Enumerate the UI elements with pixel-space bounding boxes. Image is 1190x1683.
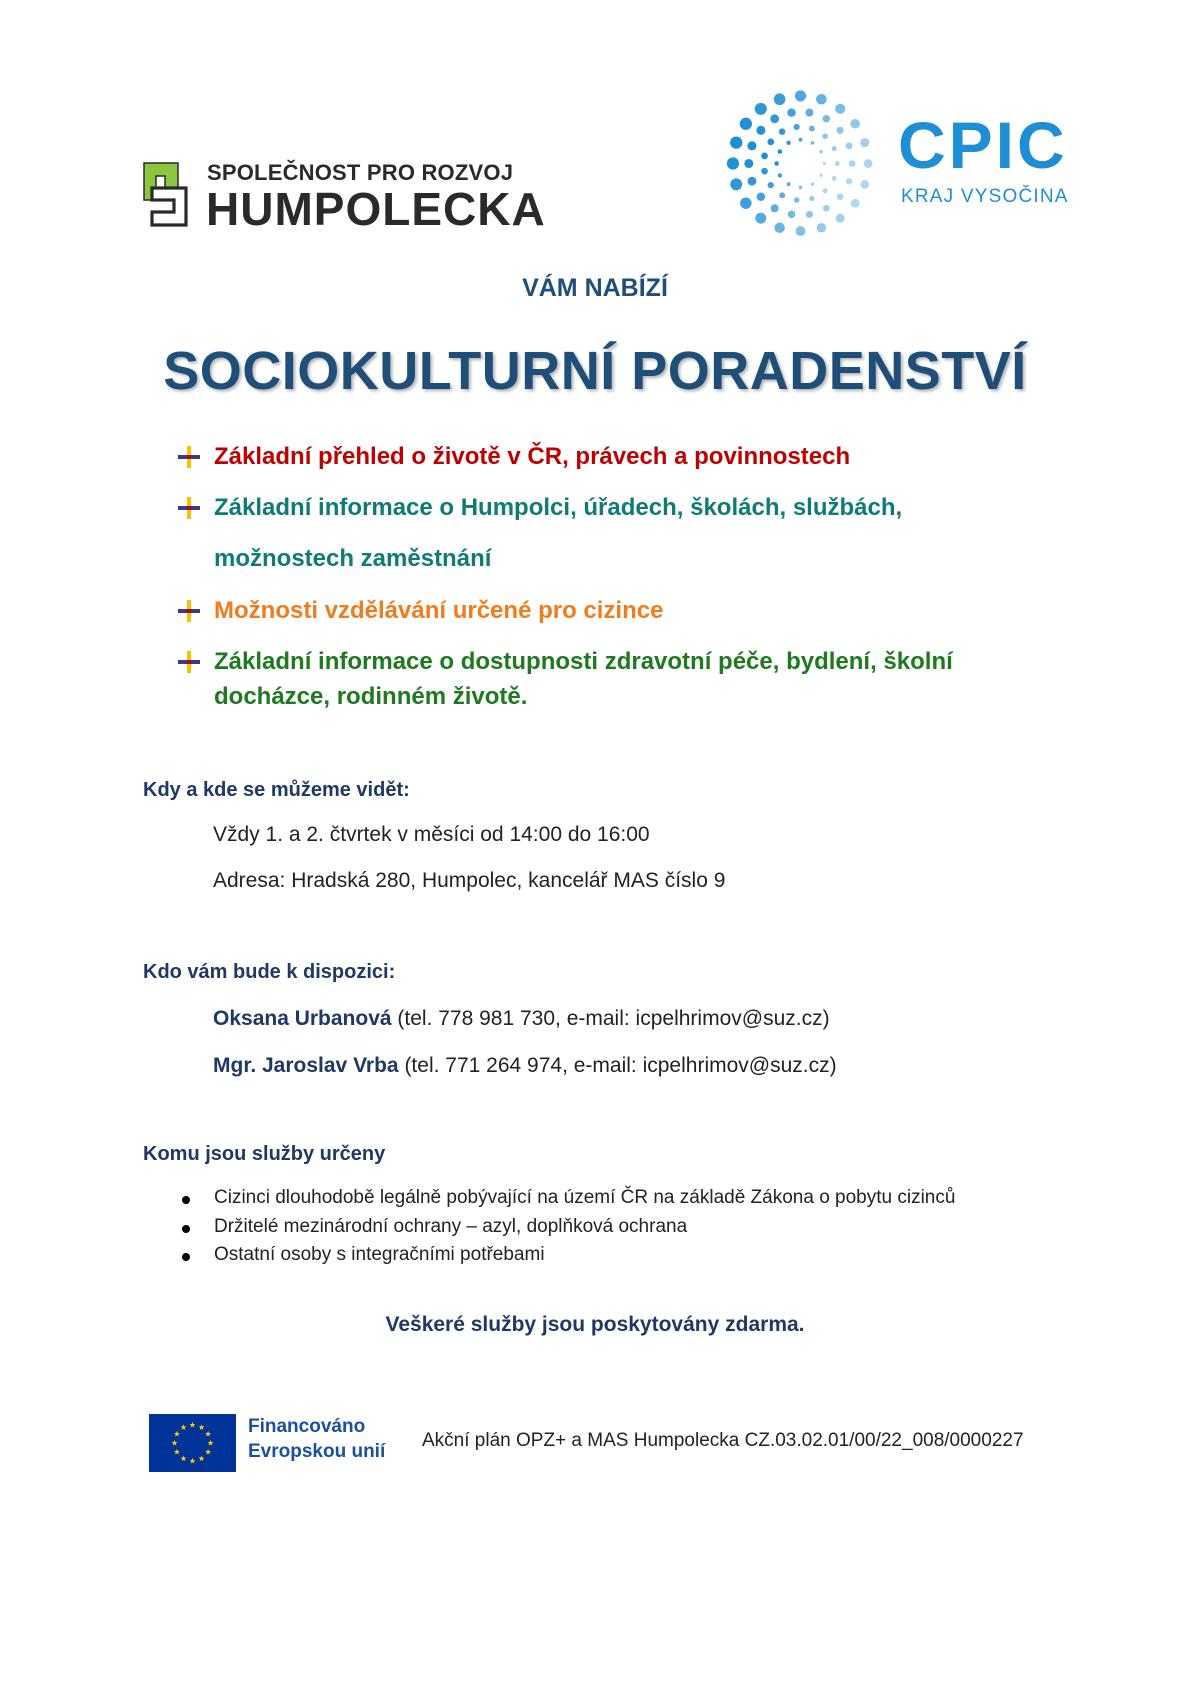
cpic-logo-dot — [799, 186, 803, 190]
cpic-logo-dot — [747, 141, 756, 150]
bullet-dot — [182, 1225, 190, 1233]
cpic-logo-dot — [835, 104, 845, 114]
cpic-logo-dot — [794, 197, 800, 203]
audience-heading: Komu jsou služby určeny — [143, 1143, 386, 1165]
contact-name: Mgr. Jaroslav Vrba — [213, 1054, 399, 1077]
cpic-logo-dot — [809, 196, 814, 201]
page-title: SOCIOKULTURNÍ PORADENSTVÍ — [163, 341, 1027, 401]
cpic-logo-dot — [778, 149, 783, 154]
cpic-logo-dot — [805, 109, 813, 117]
cpic-logo-dot — [823, 115, 831, 123]
cpic-logo-dot — [837, 127, 844, 134]
cpic-logo-dot — [816, 94, 827, 105]
offer-item-1: Základní přehled o životě v ČR, právech a povinnostech — [214, 443, 851, 470]
cpic-logo-dot — [806, 211, 813, 218]
audience-item: Cizinci dlouhodobě legálně pobývající na území ČR na základě Zákona o pobytu cizinců — [214, 1187, 956, 1208]
meeting-time: Vždy 1. a 2. čtvrtek v měsíci od 14:00 do 16:00 — [213, 823, 650, 846]
cpic-logo-dot — [823, 162, 826, 165]
when-where-heading: Kdy a kde se můžeme vidět: — [143, 779, 410, 801]
cross-bullet-icon — [178, 651, 200, 673]
audience-item: Držitelé mezinárodní ochrany – azyl, doplňková ochrana — [214, 1216, 688, 1237]
bullet-dot — [182, 1196, 190, 1204]
contact-details: (tel. 778 981 730, e-mail: icpelhrimov@suz.cz) — [391, 1007, 830, 1030]
cpic-logo-dot — [761, 152, 768, 159]
cpic-logo-dot — [817, 223, 826, 232]
cross-bullet-icon — [178, 600, 200, 622]
cpic-logo-dot — [846, 178, 852, 184]
cpic-logo-dot — [786, 141, 790, 145]
cpic-logo-dot — [744, 159, 753, 168]
humpolecka-logo-name: HUMPOLECKA — [206, 183, 546, 235]
audience-item: Ostatní osoby s integračními potřebami — [214, 1244, 545, 1265]
eu-funding-line-1: Financováno — [248, 1416, 366, 1437]
cpic-logo-dot — [755, 213, 766, 224]
cpic-logo-dot — [809, 126, 815, 132]
cpic-logo-dot — [836, 214, 845, 223]
cpic-logo-dot — [774, 93, 786, 105]
cross-bullet-icon — [178, 497, 200, 519]
cpic-logo-dot — [811, 141, 815, 145]
offer-item-2-line-1: Základní informace o Humpolci, úřadech, školách, službách, — [214, 494, 903, 521]
humpolecka-logo-mark — [141, 160, 189, 228]
project-reference: Akční plán OPZ+ a MAS Humpolecka CZ.03.02.01/00/22_008/0000227 — [422, 1430, 1024, 1451]
offer-item-2-line-2: možnostech zaměstnání — [214, 545, 492, 572]
cpic-logo-dot — [755, 103, 767, 115]
cpic-logo-dot — [727, 157, 739, 169]
cpic-logo-dot — [770, 114, 779, 123]
cpic-logo-dot — [820, 174, 823, 177]
eu-funding-line-2: Evropskou unií — [248, 1441, 386, 1462]
offer-item-4-line-2: docházce, rodinném životě. — [214, 683, 528, 710]
cpic-logo-dot — [819, 150, 822, 153]
contact-name: Oksana Urbanová — [213, 1007, 392, 1030]
cpic-logo-dot — [740, 118, 752, 130]
cpic-logo-dot — [794, 124, 800, 130]
cpic-logo-dot — [850, 119, 860, 129]
cross-bullet-icon — [178, 446, 200, 468]
cpic-logo-dot — [796, 226, 806, 236]
cpic-logo-dot — [740, 197, 752, 209]
cpic-logo-dot — [860, 180, 869, 189]
cpic-logo-dot — [835, 161, 840, 166]
cpic-logo-dot — [757, 192, 765, 200]
cpic-logo-dot — [851, 199, 860, 208]
cpic-logo-dot — [778, 173, 782, 177]
cpic-logo-dot — [795, 90, 806, 101]
cpic-logo-dot — [822, 133, 827, 138]
offer-item-3: Možnosti vzdělávání určené pro cizince — [214, 597, 664, 624]
cpic-logo-dot — [774, 161, 779, 166]
contact-person-2 — [213, 1054, 837, 1078]
cpic-logo-dot — [787, 108, 795, 116]
cpic-logo-dot — [787, 182, 791, 186]
cpic-logo-dot — [779, 128, 786, 135]
bullet-dot — [182, 1253, 190, 1261]
offers-heading: VÁM NABÍZÍ — [522, 274, 668, 302]
cpic-logo-dot — [748, 177, 757, 186]
cpic-logo-dot — [771, 204, 779, 212]
cpic-logo-dot — [774, 223, 784, 233]
meeting-address: Adresa: Hradská 280, Humpolec, kancelář MAS číslo 9 — [213, 869, 726, 892]
free-services-note: Veškeré služby jsou poskytovány zdarma. — [385, 1313, 805, 1336]
cpic-logo-dot — [756, 126, 765, 135]
cpic-logo-dot — [864, 159, 873, 168]
cpic-logo-dot — [767, 139, 774, 146]
humpolecka-logo-top: SPOLEČNOST PRO ROZVOJ — [207, 160, 514, 185]
cpic-logo-dot — [730, 136, 742, 148]
cpic-logo-dot — [823, 205, 830, 212]
cpic-logo-dot — [849, 160, 856, 167]
cpic-logo-mark — [723, 86, 878, 241]
cpic-logo-dot — [811, 182, 814, 185]
cpic-logo-region: KRAJ VYSOČINA — [901, 186, 1069, 207]
cpic-logo-dot — [779, 192, 785, 198]
cpic-logo-dot — [823, 188, 828, 193]
cpic-logo-dot — [860, 138, 869, 147]
cpic-logo-dot — [768, 182, 774, 188]
contact-details: (tel. 771 264 974, e-mail: icpelhrimov@suz.cz) — [398, 1054, 837, 1077]
eu-flag-icon — [149, 1414, 236, 1472]
contacts-heading: Kdo vám bude k dispozici: — [143, 961, 396, 983]
cpic-logo-dot — [832, 176, 837, 181]
offer-item-4-line-1: Základní informace o dostupnosti zdravotní péče, bydlení, školní — [214, 648, 953, 675]
cpic-logo-dot — [730, 178, 742, 190]
cpic-logo-dot — [798, 138, 802, 142]
cpic-logo-dot — [761, 168, 768, 175]
contact-person-1 — [213, 1007, 830, 1031]
cpic-logo-dot — [846, 142, 853, 149]
cpic-logo-dot — [832, 146, 837, 151]
cpic-logo-dot — [788, 211, 796, 219]
cpic-logo-dot — [837, 193, 844, 200]
cpic-logo-name: CPIC — [898, 108, 1068, 182]
